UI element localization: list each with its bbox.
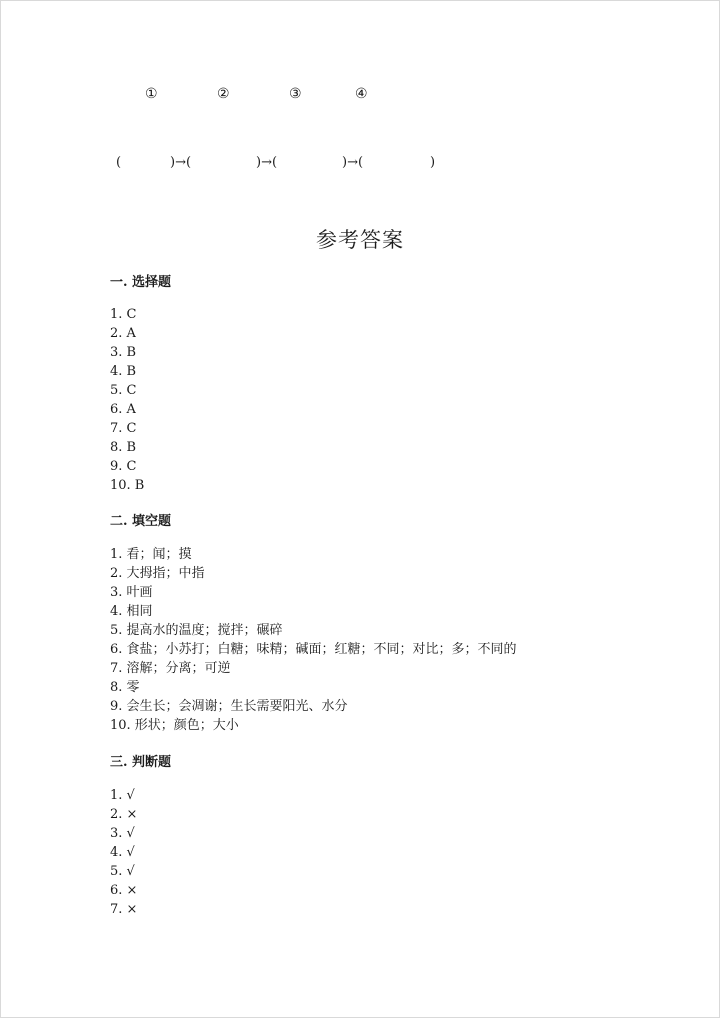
blank-open-1: (: [116, 155, 122, 170]
option-2: ②: [217, 86, 230, 102]
judgement-answer-list: [110, 786, 137, 919]
list-item: 1. √: [110, 788, 135, 803]
list-item: 2. ×: [110, 807, 138, 822]
list-item: 2. A: [110, 326, 136, 341]
list-item: 3. 叶画: [110, 585, 153, 600]
list-item: 9. C: [110, 459, 137, 474]
section-heading-fill-blank: 二. 填空题: [110, 514, 172, 529]
answer-key-title: 参考答案: [316, 228, 404, 252]
list-item: 4. 相同: [110, 604, 153, 619]
list-item: 7. ×: [110, 902, 138, 917]
list-item: 5. C: [110, 383, 137, 398]
option-3: ③: [289, 86, 302, 102]
list-item: 7. C: [110, 421, 137, 436]
circled-number-options: [0, 86, 720, 108]
arrow-1: )→(: [170, 155, 192, 170]
list-item: 5. √: [110, 864, 135, 879]
section-heading-choice: 一. 选择题: [110, 275, 172, 290]
sequence-blanks: [0, 155, 720, 175]
option-1: ①: [145, 86, 158, 102]
list-item: 10. 形状；颜色；大小: [110, 718, 239, 733]
list-item: 2. 大拇指；中指: [110, 566, 205, 581]
arrow-3: )→(: [342, 155, 364, 170]
list-item: 1. C: [110, 307, 137, 322]
list-item: 8. 零: [110, 680, 140, 695]
list-item: 6. ×: [110, 883, 138, 898]
list-item: 1. 看；闻；摸: [110, 547, 192, 562]
blank-close-4: ): [430, 155, 436, 170]
list-item: 3. B: [110, 345, 137, 360]
list-item: 4. B: [110, 364, 137, 379]
fill-blank-answer-list: [110, 545, 517, 735]
list-item: 10. B: [110, 478, 145, 493]
list-item: 5. 提高水的温度；搅拌；碾碎: [110, 623, 283, 638]
list-item: 9. 会生长；会凋谢；生长需要阳光、水分: [110, 699, 348, 714]
list-item: 8. B: [110, 440, 137, 455]
list-item: 6. A: [110, 402, 136, 417]
choice-answer-list: [110, 305, 144, 495]
list-item: 7. 溶解；分离；可逆: [110, 661, 231, 676]
section-heading-judgement: 三. 判断题: [110, 755, 172, 770]
list-item: 4. √: [110, 845, 135, 860]
list-item: 6. 食盐；小苏打；白糖；味精；碱面；红糖；不同；对比；多；不同的: [110, 642, 517, 657]
option-4: ④: [355, 86, 368, 102]
list-item: 3. √: [110, 826, 135, 841]
arrow-2: )→(: [256, 155, 278, 170]
